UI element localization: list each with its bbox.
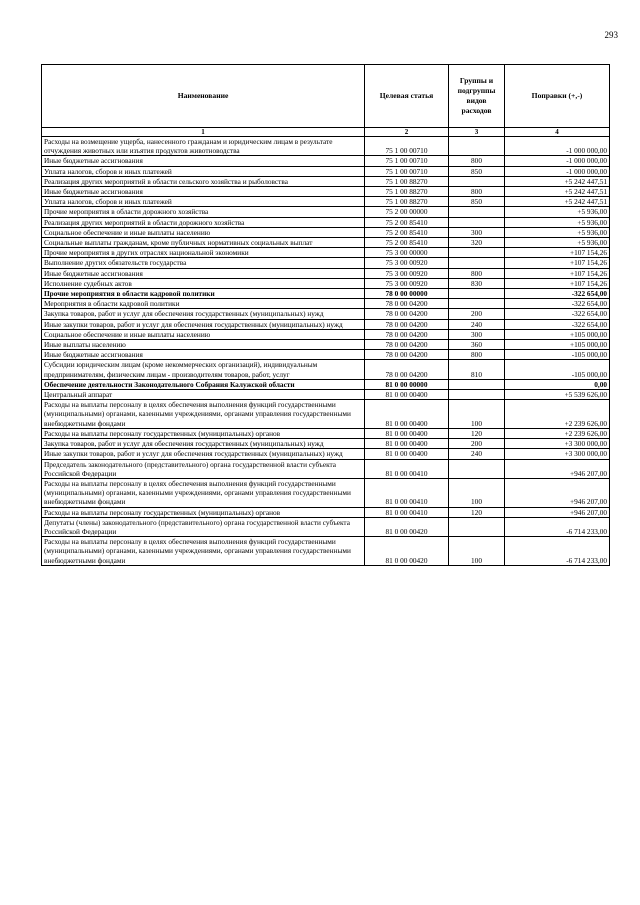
row-target-code: 75 2 00 85410 [365, 217, 449, 227]
row-amendment-amount: -322 654,00 [505, 299, 610, 309]
table-row [42, 258, 610, 268]
table-row [42, 176, 610, 186]
row-expense-group: 100 [449, 537, 505, 566]
row-name: Реализация других мероприятий в области дорожного хозяйства [42, 217, 365, 227]
row-amendment-amount: +946 207,00 [505, 459, 610, 478]
row-amendment-amount: -6 714 233,00 [505, 537, 610, 566]
row-name: Иные выплаты населению [42, 340, 365, 350]
row-name: Иные бюджетные ассигнования [42, 156, 365, 166]
row-expense-group: 320 [449, 238, 505, 248]
table-row [42, 207, 610, 217]
header-name: Наименование [42, 65, 365, 128]
row-expense-group [449, 137, 505, 156]
row-amendment-amount: +946 207,00 [505, 478, 610, 507]
row-name: Социальное обеспечение и иные выплаты населению [42, 227, 365, 237]
row-name: Закупка товаров, работ и услуг для обеспечения государственных (муниципальных) нужд [42, 309, 365, 319]
row-name: Выполнение других обязательств государства [42, 258, 365, 268]
row-amendment-amount: +5 242 447,51 [505, 197, 610, 207]
table-row [42, 319, 610, 329]
row-amendment-amount: +105 000,00 [505, 329, 610, 339]
table-row [42, 248, 610, 258]
row-name: Прочие мероприятия в других отраслях национальной экономики [42, 248, 365, 258]
row-name: Исполнение судебных актов [42, 278, 365, 288]
row-expense-group: 200 [449, 309, 505, 319]
row-expense-group [449, 289, 505, 299]
row-target-code: 78 0 00 04200 [365, 319, 449, 329]
table-row [42, 350, 610, 360]
row-target-code: 75 1 00 00710 [365, 156, 449, 166]
row-name: Депутаты (члены) законодательного (представительного) органа государственной власти субъекта Российской Федерации [42, 517, 365, 536]
row-name: Расходы на выплаты персоналу в целях обеспечения выполнения функций государственными (муниципальными) органами, казенными учреждениями, органами управления государственными внебюджетными фондами [42, 400, 365, 429]
row-name: Расходы на выплаты персоналу в целях обеспечения выполнения функций государственными (муниципальными) органами, казенными учреждениями, органами управления государственными внебюджетными фондами [42, 478, 365, 507]
row-target-code: 81 0 00 00400 [365, 439, 449, 449]
row-name: Расходы на выплаты персоналу государственных (муниципальных) органов [42, 507, 365, 517]
row-target-code: 81 0 00 00410 [365, 478, 449, 507]
table-row [42, 278, 610, 288]
row-target-code: 81 0 00 00420 [365, 537, 449, 566]
row-name: Иные закупки товаров, работ и услуг для обеспечения государственных (муниципальных) нужд [42, 319, 365, 329]
row-name: Обеспечение деятельности Законодательного Собрания Калужской области [42, 379, 365, 389]
row-target-code: 78 0 00 04200 [365, 299, 449, 309]
row-target-code: 75 1 00 88270 [365, 187, 449, 197]
row-target-code: 75 3 00 00920 [365, 278, 449, 288]
row-target-code: 75 2 00 85410 [365, 227, 449, 237]
row-amendment-amount: +3 300 000,00 [505, 449, 610, 459]
row-expense-group [449, 258, 505, 268]
row-name: Иные бюджетные ассигнования [42, 268, 365, 278]
table-row [42, 289, 610, 299]
table-row [42, 309, 610, 319]
row-name: Мероприятия в области кадровой политики [42, 299, 365, 309]
row-amendment-amount: +5 539 626,00 [505, 390, 610, 400]
row-target-code: 75 1 00 88270 [365, 176, 449, 186]
row-target-code: 75 1 00 00710 [365, 166, 449, 176]
table-row [42, 166, 610, 176]
row-target-code: 75 1 00 00710 [365, 137, 449, 156]
row-name: Прочие мероприятия в области дорожного хозяйства [42, 207, 365, 217]
row-expense-group: 240 [449, 319, 505, 329]
row-amendment-amount: +3 300 000,00 [505, 439, 610, 449]
row-target-code: 78 0 00 04200 [365, 360, 449, 379]
row-name: Реализация других мероприятий в области сельского хозяйства и рыболовства [42, 176, 365, 186]
row-expense-group: 100 [449, 400, 505, 429]
row-target-code: 75 1 00 88270 [365, 197, 449, 207]
table-row [42, 449, 610, 459]
row-expense-group: 300 [449, 227, 505, 237]
row-target-code: 78 0 00 04200 [365, 350, 449, 360]
row-target-code: 75 3 00 00920 [365, 258, 449, 268]
row-target-code: 81 0 00 00400 [365, 449, 449, 459]
table-row [42, 227, 610, 237]
row-amendment-amount: +5 936,00 [505, 227, 610, 237]
row-expense-group [449, 299, 505, 309]
row-amendment-amount: +105 000,00 [505, 340, 610, 350]
row-target-code: 78 0 00 00000 [365, 289, 449, 299]
row-name: Прочие мероприятия в области кадровой политики [42, 289, 365, 299]
table-row [42, 268, 610, 278]
row-expense-group: 810 [449, 360, 505, 379]
row-expense-group: 100 [449, 478, 505, 507]
row-expense-group: 830 [449, 278, 505, 288]
table-row [42, 507, 610, 517]
row-amendment-amount: +5 936,00 [505, 238, 610, 248]
row-amendment-amount: -105 000,00 [505, 360, 610, 379]
table-row [42, 340, 610, 350]
row-amendment-amount: -6 714 233,00 [505, 517, 610, 536]
row-expense-group: 800 [449, 187, 505, 197]
row-amendment-amount: -1 000 000,00 [505, 156, 610, 166]
row-expense-group: 200 [449, 439, 505, 449]
row-amendment-amount: +5 242 447,51 [505, 187, 610, 197]
row-target-code: 81 0 00 00400 [365, 400, 449, 429]
row-expense-group: 850 [449, 166, 505, 176]
row-name: Расходы на возмещение ущерба, нанесенного гражданам и юридическим лицам в результате отчуждения животных или изъятия продуктов животноводства [42, 137, 365, 156]
row-amendment-amount: +5 936,00 [505, 217, 610, 227]
row-amendment-amount: 0,00 [505, 379, 610, 389]
row-name: Закупка товаров, работ и услуг для обеспечения государственных (муниципальных) нужд [42, 439, 365, 449]
row-target-code: 81 0 00 00410 [365, 507, 449, 517]
column-number: 4 [505, 128, 610, 137]
row-target-code: 75 2 00 85410 [365, 238, 449, 248]
row-target-code: 81 0 00 00420 [365, 517, 449, 536]
row-target-code: 75 2 00 00000 [365, 207, 449, 217]
table-row [42, 439, 610, 449]
row-target-code: 75 3 00 00000 [365, 248, 449, 258]
row-target-code: 75 3 00 00920 [365, 268, 449, 278]
row-amendment-amount: +5 242 447,51 [505, 176, 610, 186]
row-expense-group: 240 [449, 449, 505, 459]
table-header-row [42, 65, 610, 128]
row-expense-group: 360 [449, 340, 505, 350]
table-row [42, 478, 610, 507]
row-amendment-amount: -322 654,00 [505, 309, 610, 319]
row-amendment-amount: -1 000 000,00 [505, 137, 610, 156]
row-name: Уплата налогов, сборов и иных платежей [42, 197, 365, 207]
row-target-code: 81 0 00 00410 [365, 459, 449, 478]
row-target-code: 81 0 00 00000 [365, 379, 449, 389]
column-number: 3 [449, 128, 505, 137]
row-expense-group: 300 [449, 329, 505, 339]
row-name: Субсидии юридическим лицам (кроме некоммерческих организаций), индивидуальным предпринимателям, физическим лицам - производителям товаров, работ, услуг [42, 360, 365, 379]
row-expense-group [449, 217, 505, 227]
column-number: 1 [42, 128, 365, 137]
table-row [42, 400, 610, 429]
row-amendment-amount: +5 936,00 [505, 207, 610, 217]
row-name: Социальные выплаты гражданам, кроме публичных нормативных социальных выплат [42, 238, 365, 248]
table-row [42, 517, 610, 536]
table-row [42, 379, 610, 389]
row-amendment-amount: +107 154,26 [505, 258, 610, 268]
row-expense-group [449, 379, 505, 389]
row-amendment-amount: -105 000,00 [505, 350, 610, 360]
header-amendments: Поправки (+,-) [505, 65, 610, 128]
table-row [42, 459, 610, 478]
table-row [42, 329, 610, 339]
row-amendment-amount: +946 207,00 [505, 507, 610, 517]
row-expense-group [449, 207, 505, 217]
row-expense-group [449, 176, 505, 186]
row-amendment-amount: +2 239 626,00 [505, 428, 610, 438]
row-amendment-amount: -322 654,00 [505, 319, 610, 329]
table-row [42, 299, 610, 309]
row-amendment-amount: +107 154,26 [505, 248, 610, 258]
row-amendment-amount: +107 154,26 [505, 268, 610, 278]
row-name: Социальное обеспечение и иные выплаты населению [42, 329, 365, 339]
row-target-code: 78 0 00 04200 [365, 309, 449, 319]
row-amendment-amount: +2 239 626,00 [505, 400, 610, 429]
table-row [42, 187, 610, 197]
column-numbering-row [42, 128, 610, 137]
row-amendment-amount: +107 154,26 [505, 278, 610, 288]
row-name: Центральный аппарат [42, 390, 365, 400]
row-expense-group: 800 [449, 156, 505, 166]
row-name: Уплата налогов, сборов и иных платежей [42, 166, 365, 176]
header-target-article: Целевая статья [365, 65, 449, 128]
table-row [42, 390, 610, 400]
row-name: Председатель законодательного (представительного) органа государственной власти субъекта Российской Федерации [42, 459, 365, 478]
row-expense-group [449, 459, 505, 478]
row-expense-group: 120 [449, 507, 505, 517]
row-expense-group [449, 517, 505, 536]
table-row [42, 137, 610, 156]
row-name: Иные бюджетные ассигнования [42, 187, 365, 197]
row-name: Расходы на выплаты персоналу в целях обеспечения выполнения функций государственными (муниципальными) органами, казенными учреждениями, органами управления государственными внебюджетными фондами [42, 537, 365, 566]
column-number: 2 [365, 128, 449, 137]
row-expense-group [449, 390, 505, 400]
row-target-code: 81 0 00 00400 [365, 428, 449, 438]
row-amendment-amount: -322 654,00 [505, 289, 610, 299]
page-number: 293 [604, 30, 618, 40]
table-row [42, 197, 610, 207]
header-expense-groups: Группы и подгруппы видов расходов [449, 65, 505, 128]
table-row [42, 217, 610, 227]
row-expense-group: 800 [449, 268, 505, 278]
row-expense-group [449, 248, 505, 258]
row-expense-group: 120 [449, 428, 505, 438]
row-target-code: 78 0 00 04200 [365, 340, 449, 350]
table-row [42, 428, 610, 438]
table-body [42, 137, 610, 566]
row-expense-group: 800 [449, 350, 505, 360]
row-expense-group: 850 [449, 197, 505, 207]
row-amendment-amount: -1 000 000,00 [505, 166, 610, 176]
row-name: Расходы на выплаты персоналу государственных (муниципальных) органов [42, 428, 365, 438]
table-row [42, 156, 610, 166]
row-target-code: 81 0 00 00400 [365, 390, 449, 400]
row-name: Иные бюджетные ассигнования [42, 350, 365, 360]
row-name: Иные закупки товаров, работ и услуг для обеспечения государственных (муниципальных) нужд [42, 449, 365, 459]
row-target-code: 78 0 00 04200 [365, 329, 449, 339]
table-row [42, 238, 610, 248]
budget-amendments-table [41, 64, 610, 566]
table-row [42, 537, 610, 566]
table-row [42, 360, 610, 379]
